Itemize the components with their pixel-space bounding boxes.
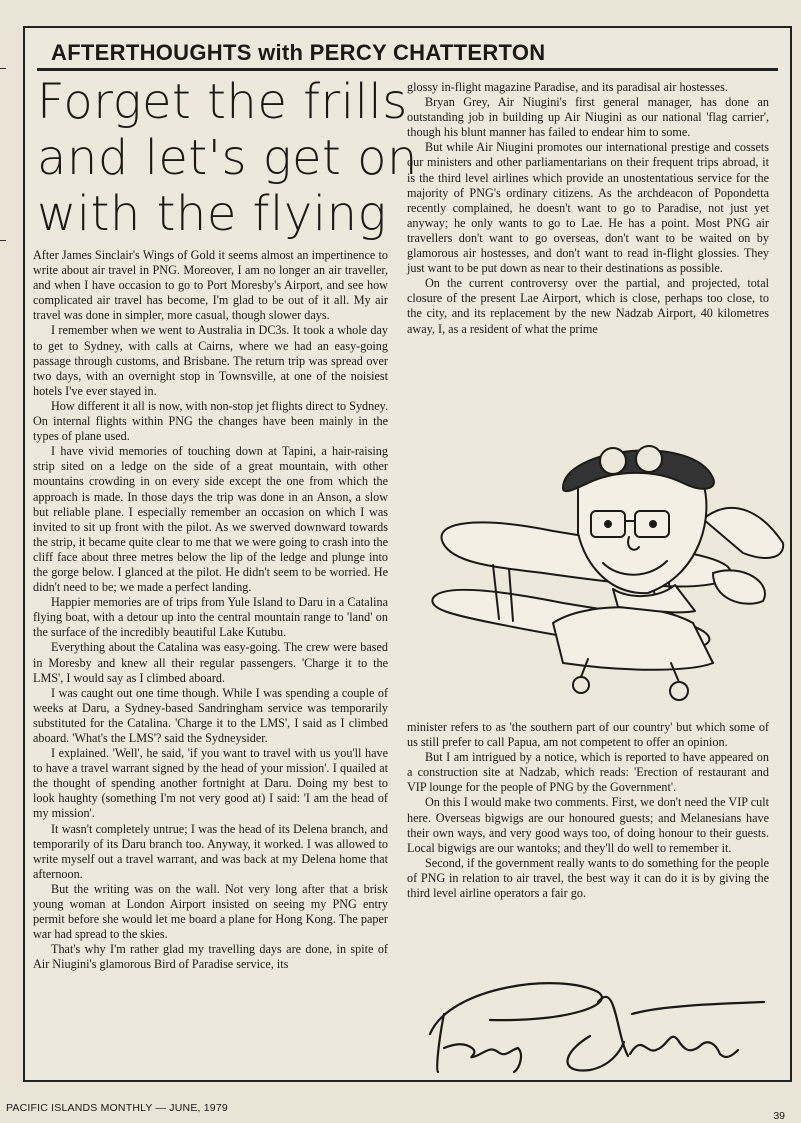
paragraph: I was caught out one time though. While I was spending a couple of weeks at Daru, a Sydney-based Sandringham service was temporarily substituted for the Catalina. 'Charge it to the LMS', I said as I climbed aboard. 'What's the LMS'? said the Sydneysider. <box>33 685 388 745</box>
margin-mark <box>0 240 6 241</box>
paragraph: But while Air Niugini promotes our international prestige and cossets our ministers and other parliamentarians on their frequent trips abroad, it is the third level airlines which provide an unostentatious service for the majority of PNG's ordinary citizens. As the archdeacon of Popondetta recently complained, he doesn't want to go to Paradise, not just yet anyway; he only wants to go to Lae. He has a point. Most PNG air travellers don't want to go overseas, don't want to be waited on by glamorous air hostesses, and don't want to read in-flight glossies. They just want to be put down as near to their destinations as possible. <box>407 140 769 276</box>
paragraph: I remember when we went to Australia in DC3s. It took a whole day to get to Sydney, with calls at Cairns, where we had an easy-going passage through customs, and Brisbane. The return trip was spread over two days, with an overnight stop in Townsville, at one of the noisiest hotels I've ever stayed in. <box>33 323 388 398</box>
paragraph: But I am intrigued by a notice, which is reported to have appeared on a construction site at Nadzab, which reads: 'Erection of restaurant and VIP lounge for the people of PNG by the Government'. <box>407 750 769 795</box>
left-column <box>33 248 388 973</box>
paragraph: That's why I'm rather glad my travelling days are done, in spite of Air Niugini's glamorous Bird of Paradise service, its <box>33 942 388 972</box>
paragraph: I explained. 'Well', he said, 'if you want to travel with us you'll have to have a travel warrant signed by the head of your mission'. I quailed at the thought of spending another fortnight at Daru. Doing my best to look haughty (something I'm not very good at) I said: 'I am the head of my mission'. <box>33 746 388 821</box>
paragraph: On the current controversy over the partial, and projected, total closure of the present Lae Airport, which is close, perhaps too close, to the city, and its replacement by the new Nadzab Airport, 40 kilometres away, I, as a resident of what the prime <box>407 276 769 336</box>
publication-footer: PACIFIC ISLANDS MONTHLY — JUNE, 1979 <box>6 1102 228 1114</box>
headline-line: Forget the frills <box>37 74 408 130</box>
paragraph: glossy in-flight magazine Paradise, and its paradisal air hostesses. <box>407 80 728 94</box>
paragraph: It wasn't completely untrue; I was the head of its Delena branch, and temporarily of its Daru branch too. Anyway, it worked. I was allowed to write myself out a travel warrant, and was back at my Delena home that afternoon. <box>33 821 388 881</box>
article-frame <box>23 26 792 1082</box>
paragraph: On this I would make two comments. First, we don't need the VIP cult here. Overseas bigwigs are our honoured guests; and Melanesians have their own ways, and very good ways too, of doing honour to their guests. Local bigwigs are our wantoks; and they'll do well to remember it. <box>407 795 769 855</box>
headline-line: with the flying <box>37 186 387 242</box>
paragraph: After James Sinclair's Wings of Gold it seems almost an impertinence to write about air travel in PNG. Moreover, I am no longer an air traveller, and when I have occasion to go to Port Moresby's Airport, and see how complicated air travel has become, I'm glad to be out of it all. My air travel was done in simpler, more casual, though slower days. <box>33 248 388 323</box>
paragraph: Everything about the Catalina was easy-going. The crew were based in Moresby and knew all their regular passengers. 'Charge it to the LMS', I would say as I climbed aboard. <box>33 640 388 685</box>
headline <box>37 74 418 242</box>
caricature-illustration <box>413 423 788 715</box>
paragraph: Second, if the government really wants to do something for the people of PNG in relation to air travel, the best way it can do it is by giving the third level airline operators a fair go. <box>407 855 769 901</box>
headline-line: and let's get on <box>37 130 418 186</box>
author-signature <box>420 974 780 1076</box>
right-column-bottom <box>407 720 769 901</box>
paragraph: Happier memories are of trips from Yule Island to Daru in a Catalina flying boat, with a detour up into the central mountain range to 'land' on the surface of the incredibly beautiful Lake Kutubu. <box>33 595 388 640</box>
column-kicker: AFTERTHOUGHTS with PERCY CHATTERTON <box>51 40 546 65</box>
paragraph: minister refers to as 'the southern part of our country' but which some of us still prefer to call Papua, am not competent to offer an opinion. <box>407 720 769 750</box>
page-number: 39 <box>773 1110 785 1122</box>
margin-mark <box>0 68 6 69</box>
header-bar <box>37 38 778 71</box>
paragraph: But the writing was on the wall. Not very long after that a brisk young woman at London Airport insisted on seeing my PNG entry permit before she would let me board a plane for Hong Kong. The paper war had spread to the skies. <box>33 881 388 942</box>
paragraph: How different it all is now, with non-stop jet flights direct to Sydney. On internal flights within PNG the changes have been mainly in the types of plane used. <box>33 398 388 444</box>
paragraph: Bryan Grey, Air Niugini's first general manager, has done an outstanding job in building up Air Niugini as our national 'flag carrier', though his blunt manner has failed to endear him to some. <box>407 95 769 140</box>
right-column-top <box>407 80 769 337</box>
paragraph: I have vivid memories of touching down at Tapini, a hair-raising strip sited on a ledge on the side of a great mountain, with other mountains crowding in on every side except the one from which the approach is made. In those days the trip was done in an Anson, a slow but reliable plane. I especially remember an occasion on which I was invited to sit up front with the pilot. As we swerved downward towards the strip, it became quite clear to me that we were going to crash into the cliff face about three metres below the lip of the ledge and plunge into the gorge below. I glanced at the pilot. He didn't seem to be worried. He didn't need to be; we made a perfect landing. <box>33 444 388 595</box>
